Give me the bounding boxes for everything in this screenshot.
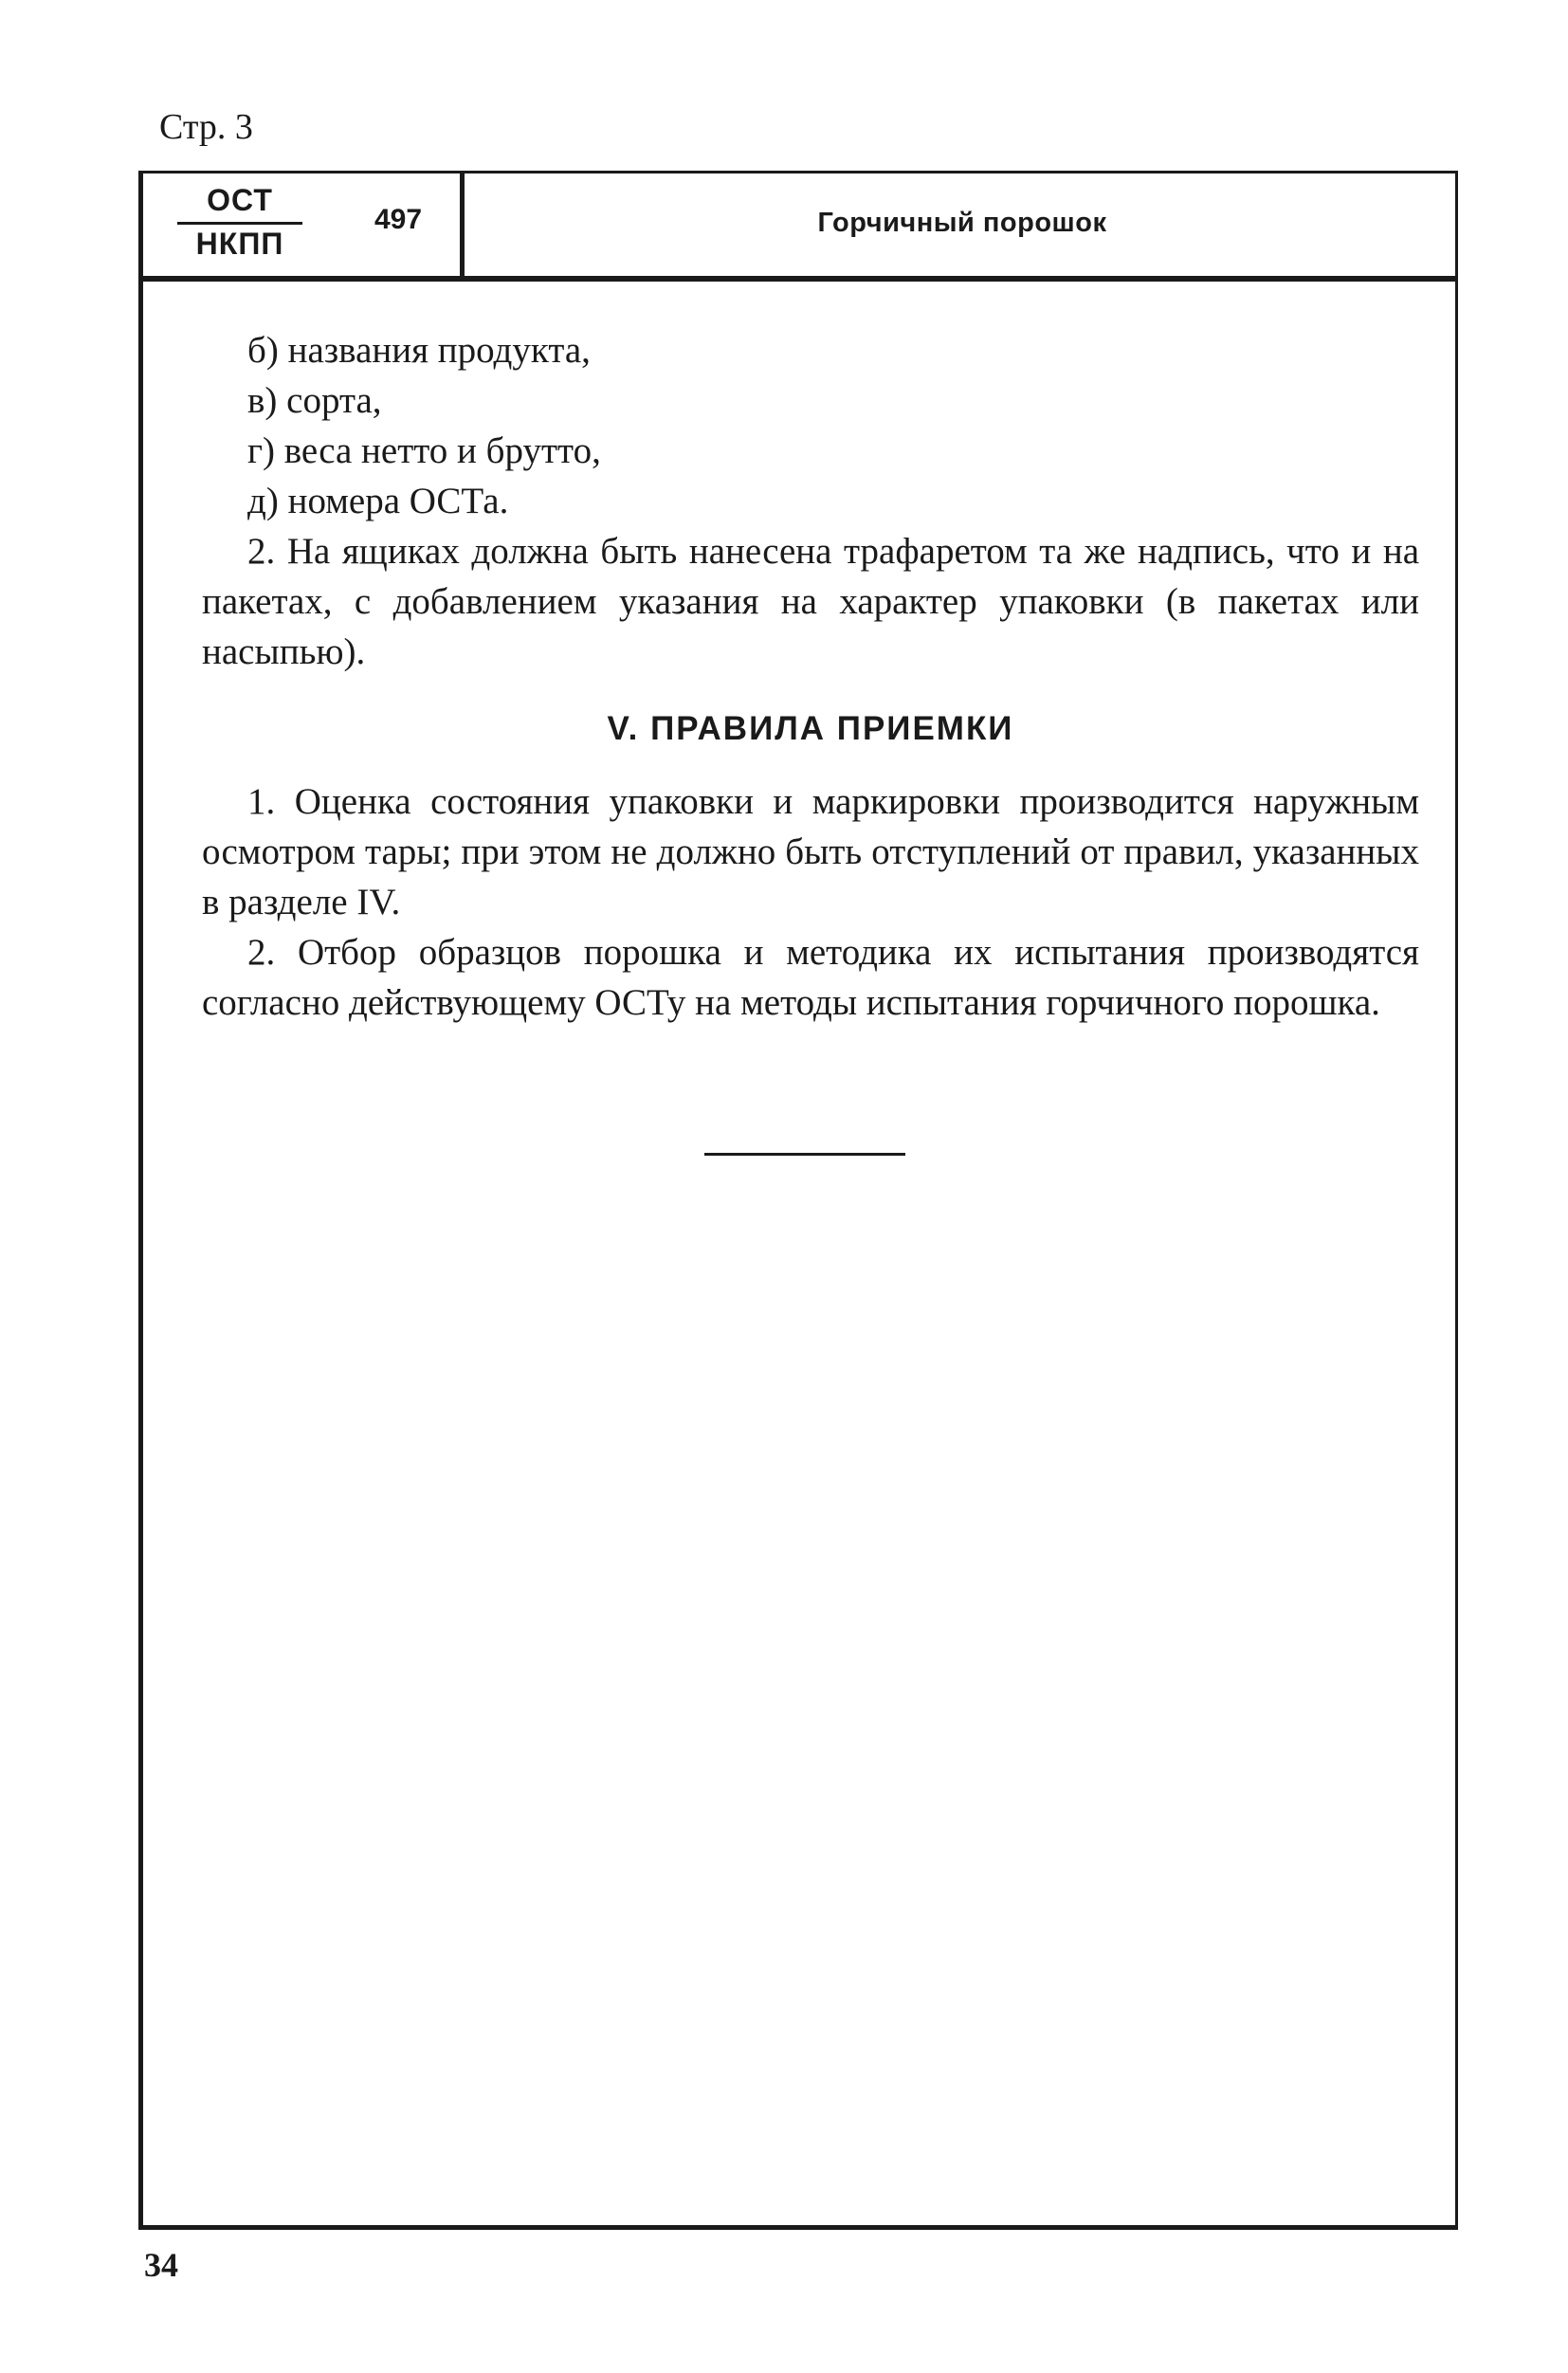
ost-designation [177,183,302,262]
end-rule [704,1153,905,1156]
list-item: г) веса нетто и брутто, [247,430,601,471]
nkpp-label: НКПП [195,227,284,261]
section-heading: V. ПРАВИЛА ПРИЕМКИ [607,710,1014,747]
page-label-top: Стр. 3 [159,107,253,147]
page-number-bottom: 34 [144,2246,178,2284]
list-item: д) номера ОСТа. [247,481,509,521]
ost-label: ОСТ [177,183,302,225]
list-item: в) сорта, [247,380,382,421]
paragraph-acceptance-2: 2. Отбор образцов порошка и методика их испытания производятся согласно действующему ОСТу на методы испытания горчичного порошка. [202,932,1419,1023]
paragraph-acceptance-1: 1. Оценка состояния упаковки и маркировки производится наружным осмотром тары; при этом не должно быть отступлений от правил, указанных в разделе IV. [202,781,1419,922]
list-item: б) названия продукта, [247,330,591,371]
document-title: Горчичный порошок [817,208,1107,238]
paragraph-marking-boxes: 2. На ящиках должна быть нанесена трафаретом та же надпись, что и на пакетах, с добавлением указания на характер упаковки (в пакетах или насыпью). [202,531,1419,672]
page-content [202,325,1419,1028]
page-frame [138,171,1458,2230]
document-header [143,173,1455,282]
ost-number: 497 [374,204,423,235]
